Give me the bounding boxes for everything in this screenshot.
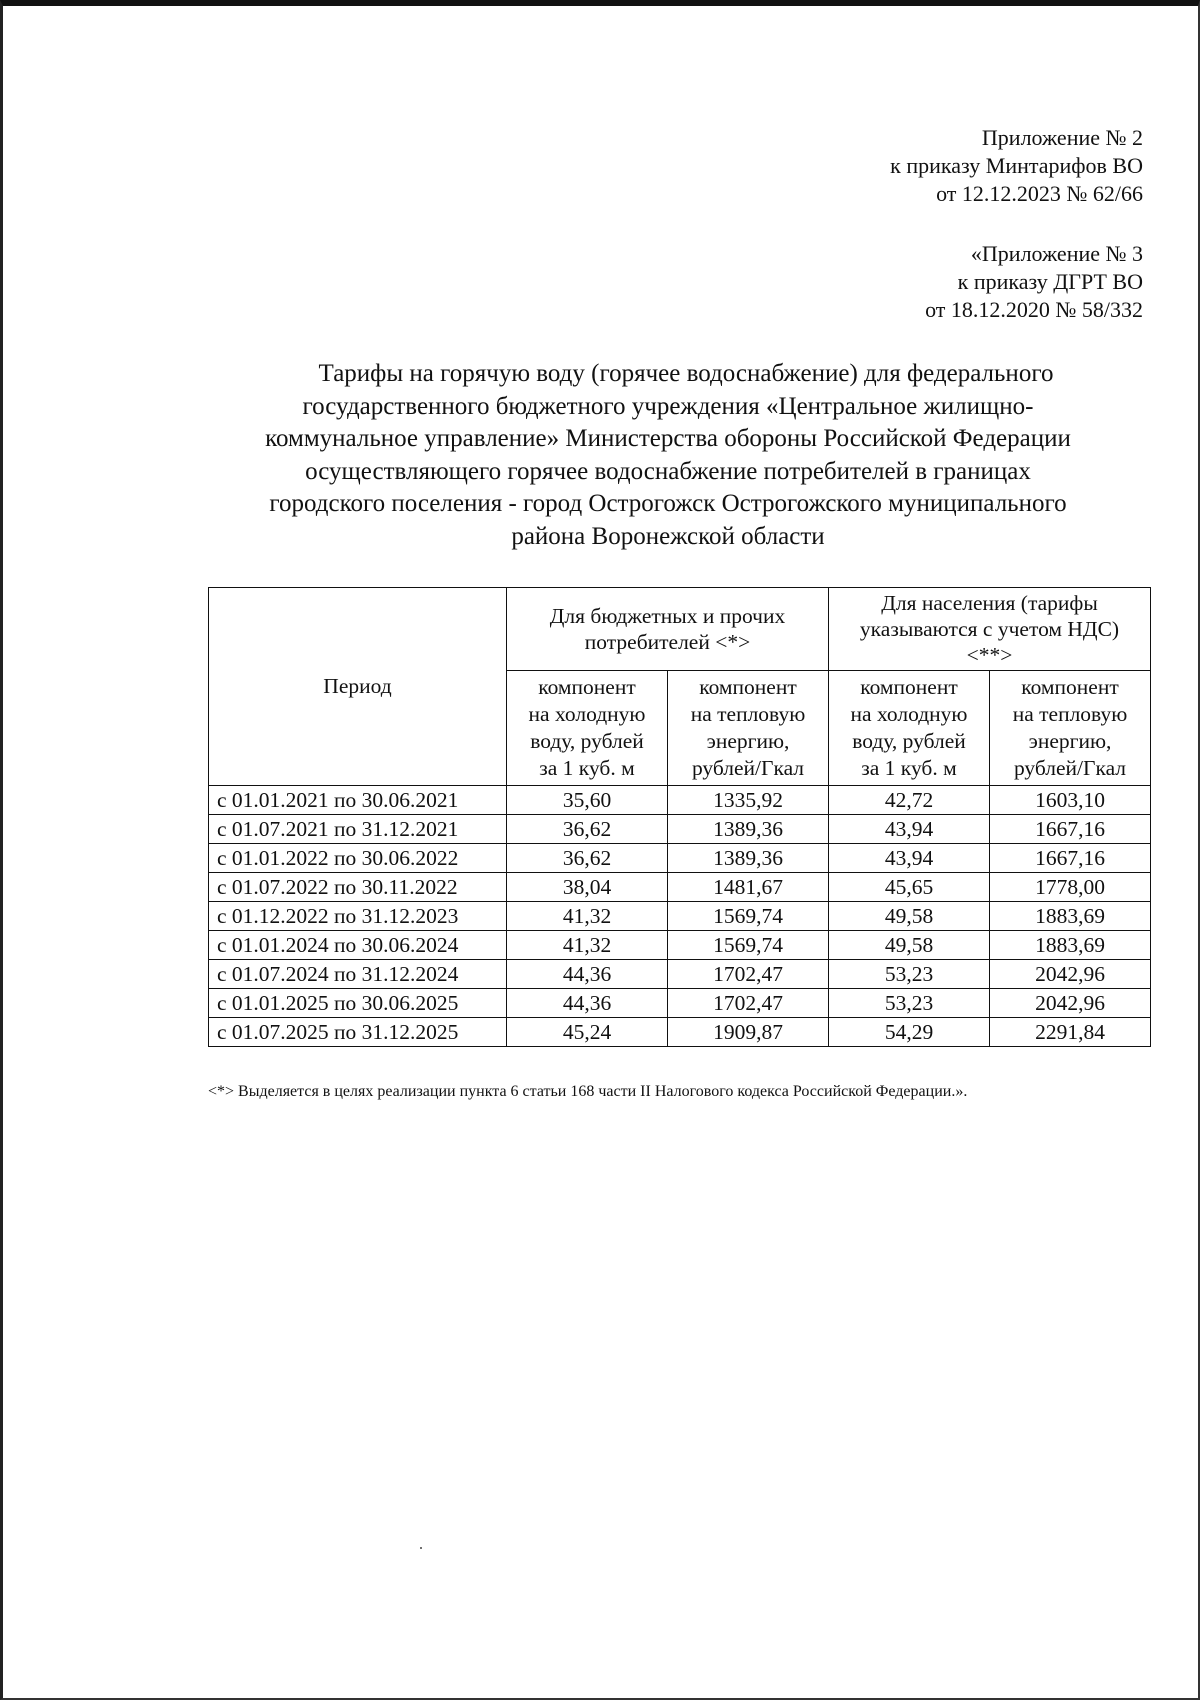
population-heat-cell: 1667,16 xyxy=(990,844,1151,873)
header-text-line: потребителей <*> xyxy=(584,630,751,654)
population-heat-cell: 2291,84 xyxy=(990,1018,1151,1047)
population-cold-cell: 43,94 xyxy=(829,815,990,844)
scan-speck xyxy=(420,1547,422,1549)
population-cold-cell: 42,72 xyxy=(829,786,990,815)
table-row xyxy=(209,815,1151,844)
population-cold-water-header xyxy=(829,671,990,786)
population-cold-cell: 54,29 xyxy=(829,1018,990,1047)
budget-consumers-header xyxy=(507,588,829,671)
population-heat-cell: 2042,96 xyxy=(990,989,1151,1018)
period-cell: с 01.01.2021 по 30.06.2021 xyxy=(209,786,507,815)
appendix-header-line: от 12.12.2023 № 62/66 xyxy=(936,181,1143,206)
header-text-line: рублей/Гкал xyxy=(691,756,805,780)
appendix-header-line: Приложение № 2 xyxy=(981,125,1143,150)
budget-cold-cell: 45,24 xyxy=(507,1018,668,1047)
header-text-line: Для населения (тарифы xyxy=(881,591,1098,615)
header-text-line: энергию, xyxy=(1028,729,1112,753)
budget-heat-cell: 1702,47 xyxy=(668,989,829,1018)
table-row xyxy=(209,1018,1151,1047)
title-line: осуществляющего горячее водоснабжение потребителей в границах xyxy=(305,457,1031,485)
table-row xyxy=(209,989,1151,1018)
population-cold-cell: 53,23 xyxy=(829,989,990,1018)
header-text-line: компонент xyxy=(538,675,636,699)
period-cell: с 01.07.2024 по 31.12.2024 xyxy=(209,960,507,989)
budget-cold-cell: 41,32 xyxy=(507,902,668,931)
period-cell: с 01.07.2021 по 31.12.2021 xyxy=(209,815,507,844)
header-text-line: Для бюджетных и прочих xyxy=(549,604,786,628)
header-text-line: на тепловую xyxy=(1012,702,1128,726)
title-line: городского поселения - город Острогожск Острогожского муниципального xyxy=(269,490,1067,517)
original-appendix-header-line: от 18.12.2020 № 58/332 xyxy=(925,297,1143,322)
document-title xyxy=(203,358,1133,553)
budget-cold-cell: 36,62 xyxy=(507,815,668,844)
budget-cold-cell: 41,32 xyxy=(507,931,668,960)
population-heat-cell: 2042,96 xyxy=(990,960,1151,989)
population-cold-cell: 53,23 xyxy=(829,960,990,989)
period-cell: с 01.07.2022 по 30.11.2022 xyxy=(209,873,507,902)
budget-cold-water-header xyxy=(507,671,668,786)
header-text-line: за 1 куб. м xyxy=(861,756,957,780)
table-row xyxy=(209,931,1151,960)
header-text-line: энергию, xyxy=(706,729,790,753)
tariff-table xyxy=(208,587,1151,1047)
title-line: государственного бюджетного учреждения «Центральное жилищно- xyxy=(302,392,1034,420)
population-cold-cell: 45,65 xyxy=(829,873,990,902)
population-heat-cell: 1883,69 xyxy=(990,902,1151,931)
table-row xyxy=(209,844,1151,873)
header-text-line: компонент xyxy=(699,675,797,699)
title-line: Тарифы на горячую воду (горячее водоснабжение) для федерального xyxy=(318,360,1054,387)
period-cell: с 01.01.2022 по 30.06.2022 xyxy=(209,844,507,873)
table-row xyxy=(209,873,1151,902)
budget-heat-cell: 1389,36 xyxy=(668,844,829,873)
population-cold-cell: 49,58 xyxy=(829,931,990,960)
budget-cold-cell: 44,36 xyxy=(507,960,668,989)
budget-cold-cell: 44,36 xyxy=(507,989,668,1018)
header-text-line: воду, рублей xyxy=(530,729,644,753)
header-text-line: за 1 куб. м xyxy=(539,756,635,780)
population-heat-cell: 1778,00 xyxy=(990,873,1151,902)
budget-heat-energy-header xyxy=(668,671,829,786)
header-text-line: на холодную xyxy=(528,702,646,726)
population-heat-energy-header xyxy=(990,671,1151,786)
header-text-line: воду, рублей xyxy=(852,729,966,753)
original-appendix-header-line: «Приложение № 3 xyxy=(970,241,1143,266)
period-header: Период xyxy=(209,588,507,786)
header-text-line: компонент xyxy=(860,675,958,699)
appendix-header-line: к приказу Минтарифов ВО xyxy=(890,153,1143,178)
budget-heat-cell: 1481,67 xyxy=(668,873,829,902)
table-row xyxy=(209,786,1151,815)
table-row xyxy=(209,902,1151,931)
population-cold-cell: 43,94 xyxy=(829,844,990,873)
header-text-line: на тепловую xyxy=(690,702,806,726)
budget-heat-cell: 1569,74 xyxy=(668,931,829,960)
period-cell: с 01.01.2024 по 30.06.2024 xyxy=(209,931,507,960)
original-appendix-header-line: к приказу ДГРТ ВО xyxy=(957,269,1143,294)
appendix-header xyxy=(890,124,1143,208)
period-cell: с 01.07.2025 по 31.12.2025 xyxy=(209,1018,507,1047)
header-text-line: <**> xyxy=(966,643,1013,667)
budget-cold-cell: 36,62 xyxy=(507,844,668,873)
budget-cold-cell: 35,60 xyxy=(507,786,668,815)
header-text-line: рублей/Гкал xyxy=(1013,756,1127,780)
budget-heat-cell: 1702,47 xyxy=(668,960,829,989)
budget-cold-cell: 38,04 xyxy=(507,873,668,902)
title-line: района Воронежской области xyxy=(511,522,825,550)
population-cold-cell: 49,58 xyxy=(829,902,990,931)
population-heat-cell: 1883,69 xyxy=(990,931,1151,960)
period-cell: с 01.12.2022 по 31.12.2023 xyxy=(209,902,507,931)
table-row xyxy=(209,960,1151,989)
budget-heat-cell: 1909,87 xyxy=(668,1018,829,1047)
title-line: коммунальное управление» Министерства обороны Российской Федерации xyxy=(265,425,1071,452)
footnote: <*> Выделяется в целях реализации пункта 6 статьи 168 части II Налогового кодекса Российской Федерации.». xyxy=(208,1083,968,1100)
population-header xyxy=(829,588,1151,671)
budget-heat-cell: 1389,36 xyxy=(668,815,829,844)
header-text-line: компонент xyxy=(1021,675,1119,699)
budget-heat-cell: 1569,74 xyxy=(668,902,829,931)
population-heat-cell: 1667,16 xyxy=(990,815,1151,844)
population-heat-cell: 1603,10 xyxy=(990,786,1151,815)
budget-heat-cell: 1335,92 xyxy=(668,786,829,815)
original-appendix-header xyxy=(925,240,1143,324)
header-text-line: указываются с учетом НДС) xyxy=(859,617,1120,641)
header-text-line: на холодную xyxy=(850,702,968,726)
period-cell: с 01.01.2025 по 30.06.2025 xyxy=(209,989,507,1018)
